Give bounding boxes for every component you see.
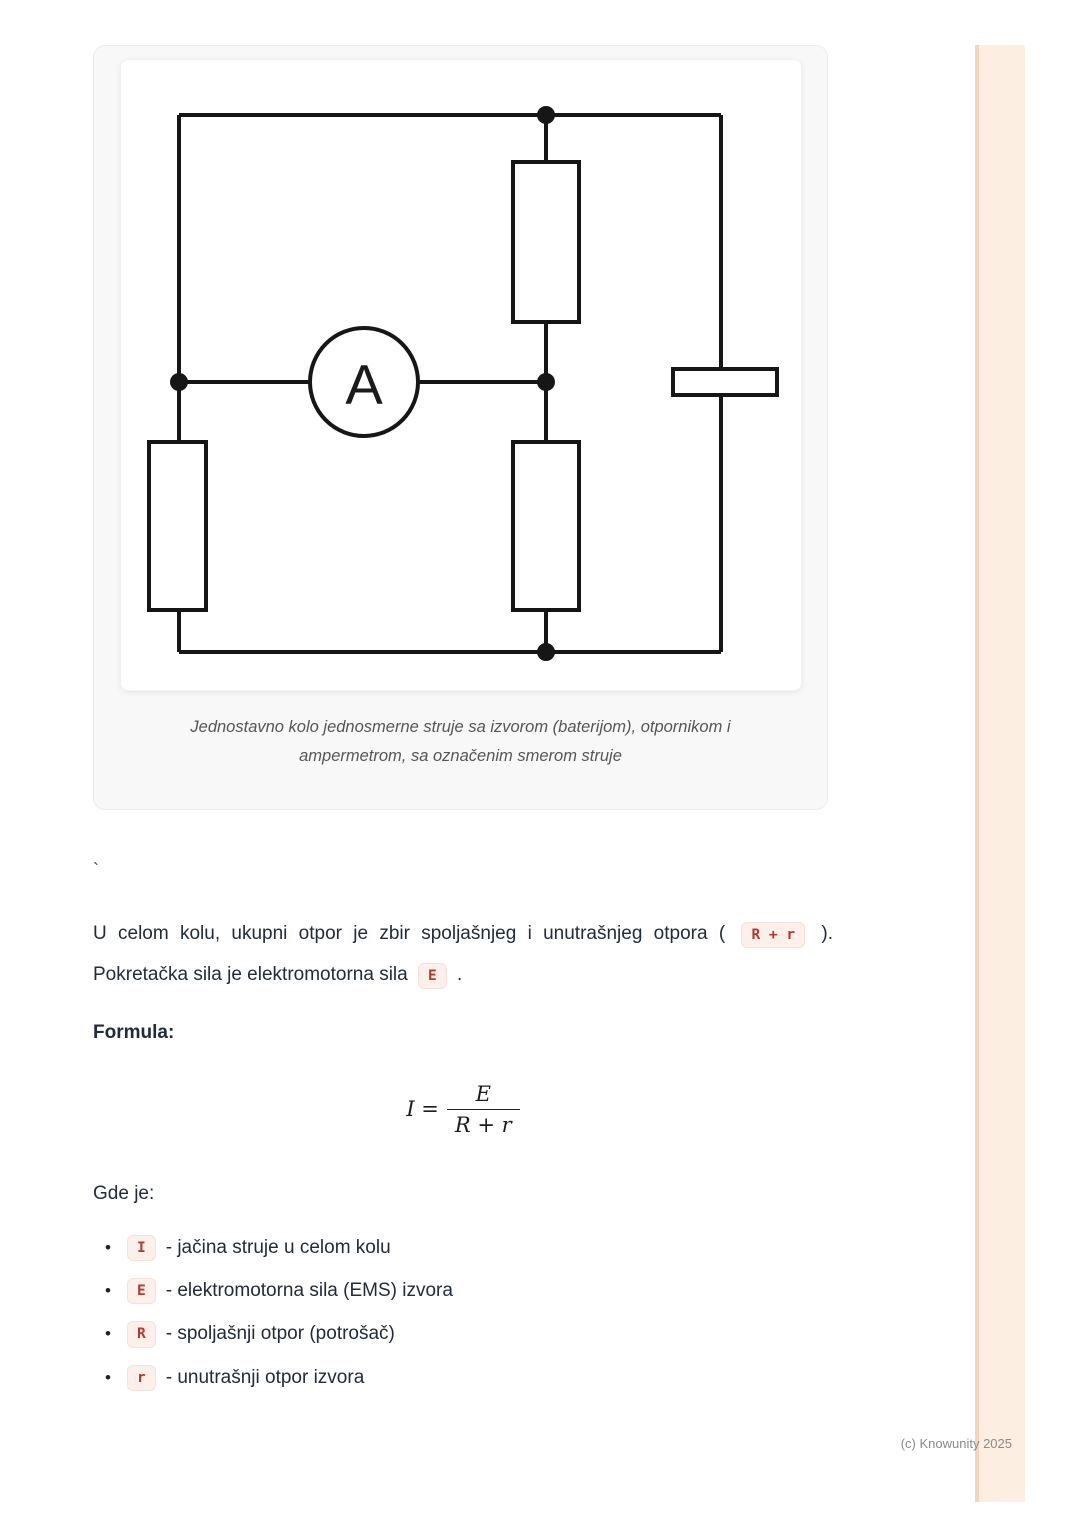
where-list xyxy=(93,1235,833,1391)
bullet-icon: • xyxy=(105,1281,111,1301)
figure-caption-line2: ampermetrom, sa označenim smerom struje xyxy=(299,746,622,765)
formula-heading: Formula: xyxy=(93,1021,175,1043)
document-page xyxy=(93,0,833,1391)
code-badge-i: I xyxy=(127,1235,156,1261)
code-badge-r-lower: r xyxy=(127,1365,156,1391)
list-item xyxy=(105,1235,833,1261)
list-item xyxy=(105,1278,833,1304)
intro-paragraph xyxy=(93,914,833,996)
intro-line1-text: U celom kolu, ukupni otpor je zbir spoljašnjeg i unutrašnjeg otpora ( xyxy=(93,923,726,944)
resistor-top xyxy=(513,162,579,322)
list-item xyxy=(105,1321,833,1347)
list-item-text: - spoljašnji otpor (potrošač) xyxy=(165,1323,395,1345)
intro-line2-end: . xyxy=(457,963,463,985)
list-item xyxy=(105,1365,833,1391)
right-accent-stripe xyxy=(975,45,1025,1502)
intro-line2-text: Pokretačka sila je elektromotorna sila xyxy=(93,963,408,985)
formula-numerator: E xyxy=(475,1081,491,1106)
where-heading: Gde je: xyxy=(93,1182,155,1204)
intro-line2 xyxy=(93,955,833,996)
figure-caption-line1: Jednostavno kolo jednosmerne struje sa izvorom (baterijom), otpornikom i xyxy=(190,718,731,736)
formula-fraction xyxy=(447,1082,520,1137)
code-badge-r-plus-r: R + r xyxy=(741,922,805,948)
junction-dot-left xyxy=(170,373,188,391)
formula-lhs: I = xyxy=(406,1097,439,1122)
formula-denominator: R + r xyxy=(447,1109,520,1137)
circuit-diagram xyxy=(121,60,801,690)
formula-expression xyxy=(93,1082,833,1137)
intro-line1 xyxy=(93,914,833,955)
stray-backtick: ` xyxy=(93,860,99,880)
bullet-icon: • xyxy=(105,1237,111,1257)
junction-dot-bottom xyxy=(537,643,555,661)
ammeter-label: A xyxy=(344,352,383,416)
code-badge-e: E xyxy=(418,963,447,989)
list-item-text: - unutrašnji otpor izvora xyxy=(165,1366,365,1388)
intro-line1-end: ). xyxy=(821,923,834,944)
battery-symbol xyxy=(673,369,777,395)
figure-caption xyxy=(94,713,827,771)
resistor-left xyxy=(149,442,206,610)
circuit-figure-panel xyxy=(120,59,802,691)
circuit-wires xyxy=(179,115,721,652)
code-badge-r-upper: R xyxy=(127,1321,156,1347)
copyright-text: (c) Knowunity 2025 xyxy=(900,1436,1012,1451)
junction-dot-top xyxy=(537,106,555,124)
bullet-icon: • xyxy=(105,1324,111,1344)
bullet-icon: • xyxy=(105,1367,111,1387)
list-item-text: - elektromotorna sila (EMS) izvora xyxy=(165,1280,453,1302)
code-badge-e2: E xyxy=(127,1278,156,1304)
junction-dot-center xyxy=(537,373,555,391)
list-item-text: - jačina struje u celom kolu xyxy=(165,1236,391,1258)
circuit-figure-card xyxy=(93,45,828,810)
resistor-middle xyxy=(513,442,579,610)
